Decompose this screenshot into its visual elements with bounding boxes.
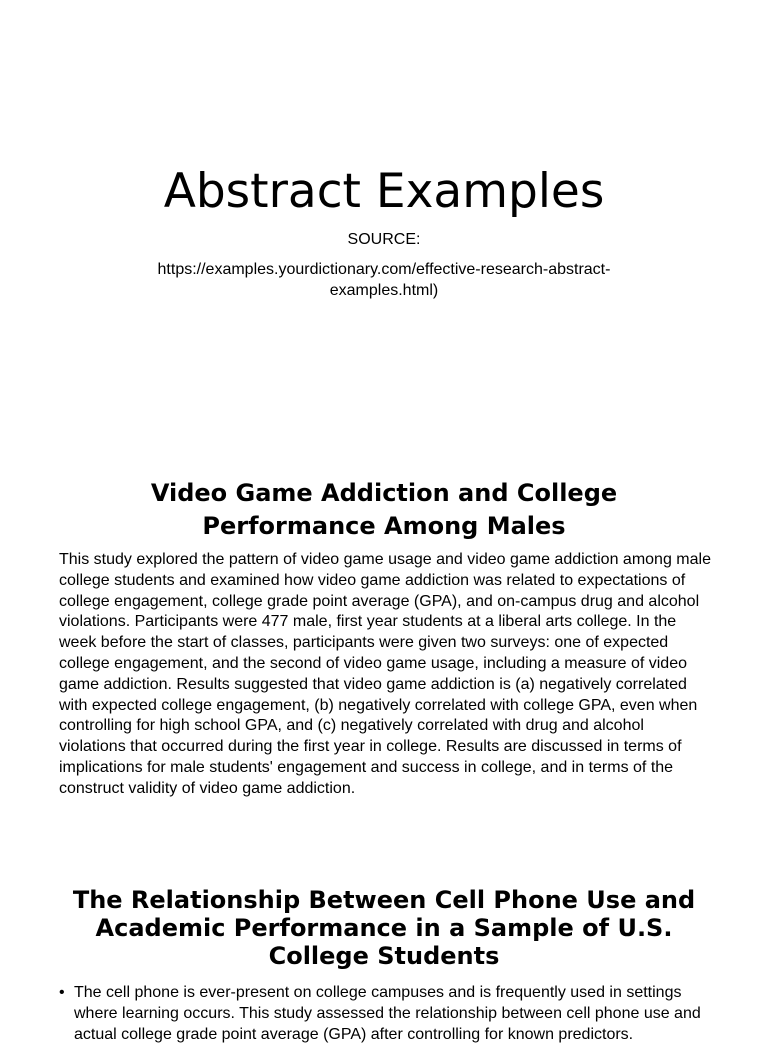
article-heading-video-game-addiction: Video Game Addiction and College Performance Among Males — [150, 479, 618, 540]
abstract-bullet-text: The cell phone is ever-present on college campuses and is frequently used in settings where learning occurs. This study assessed the relationship between cell phone use and actual college grade point average (GPA) after controlling for known predictors. — [74, 984, 701, 1043]
source-label: SOURCE: — [347, 231, 421, 248]
abstract-body-video-game-addiction: This study explored the pattern of video game usage and video game addiction among male college students and examined how video game addiction was related to expectations of college engagement, college grade point average (GPA), and on-campus drug and alcohol violations. Participants were 477 male, first year students at a liberal arts college. In the week before the start of classes, participants were given two surveys: one of expected college engagement, and the second of video game usage, including a measure of video game addiction. Results suggested that video game addiction is (a) negatively correlated with expected college engagement, (b) negatively correlated with college GPA, even when controlling for high school GPA, and (c) negatively correlated with drug and alcohol violations that occurred during the first year in college. Results are discussed in terms of implications for male students' engagement and success in college, and in terms of the construct validity of video game addiction. — [59, 551, 711, 797]
bullet-icon: • — [59, 984, 65, 1001]
abstract-bullet-item — [59, 983, 711, 1045]
abstract-bullet-list — [59, 983, 711, 1045]
slide-title: Abstract Examples — [163, 164, 605, 219]
article-heading-cell-phone-use: The Relationship Between Cell Phone Use and Academic Performance in a Sample of U.S. College Students — [72, 886, 696, 970]
source-link[interactable]: https://examples.yourdictionary.com/effective-research-abstract-examples.html) — [157, 261, 611, 299]
